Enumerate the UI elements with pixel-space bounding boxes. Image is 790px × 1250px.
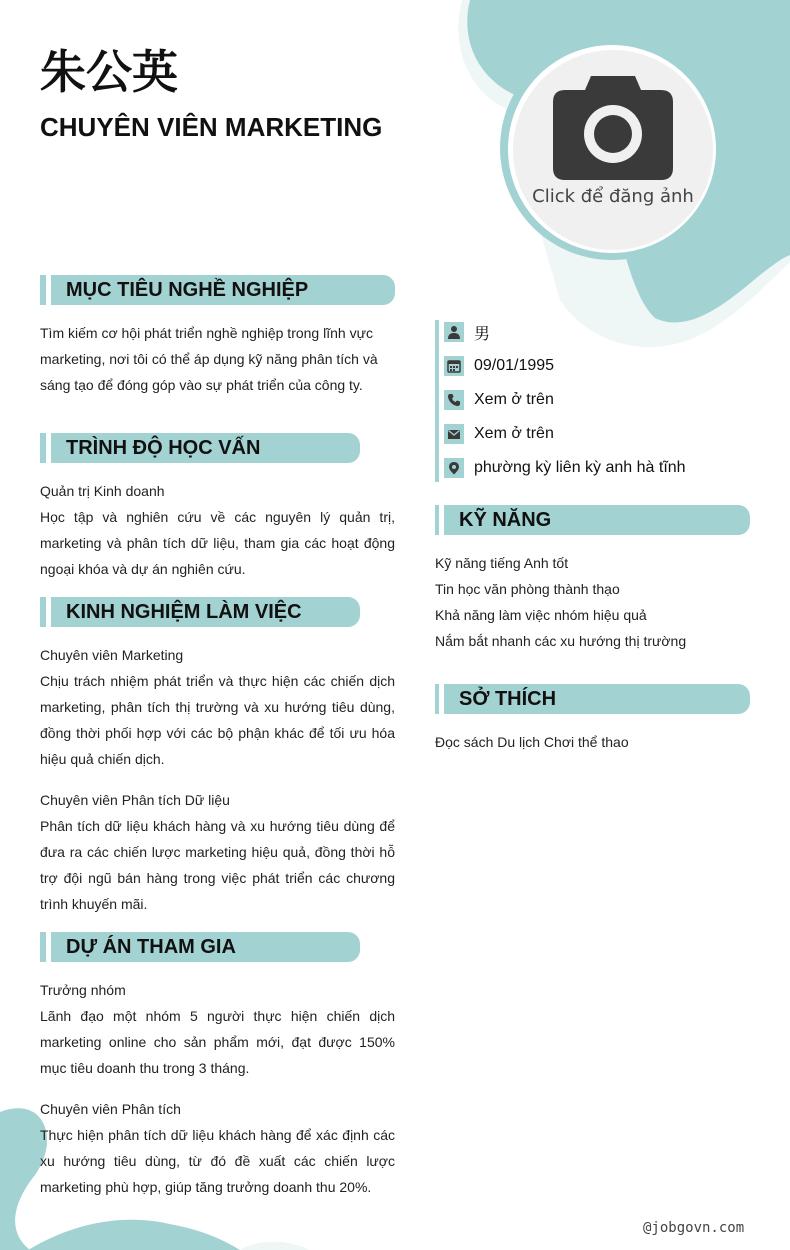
gender-value: 男 — [474, 323, 491, 343]
section-bar — [40, 275, 46, 305]
photo-upload-button[interactable] — [513, 50, 713, 250]
section-bar — [435, 505, 439, 535]
mail-icon — [444, 424, 464, 444]
section-bar — [435, 684, 439, 714]
section-bar — [40, 433, 46, 463]
education-text: Học tập và nghiên cứu về các nguyên lý quản trị, marketing và phân tích dữ liệu, tham gia các hoạt động ngoại khóa và dự án nghiên cứu. — [40, 509, 395, 577]
photo-upload-label: Click để đăng ảnh — [532, 186, 694, 207]
project-text: Thực hiện phân tích dữ liệu khách hàng để xác định các xu hướng tiêu dùng, từ đó đề xuất các chiến lược marketing phù hợp, giúp tăng trưởng doanh thu 20%. — [40, 1127, 395, 1195]
calendar-icon — [444, 356, 464, 376]
experience-title: Chuyên viên Marketing — [40, 647, 184, 663]
experience-title: Chuyên viên Phân tích Dữ liệu — [40, 792, 230, 808]
section-objective — [40, 275, 395, 305]
section-heading: KỸ NĂNG — [444, 505, 750, 535]
section-experience — [40, 597, 360, 627]
section-bar — [40, 932, 46, 962]
location-pin-icon — [444, 458, 464, 478]
skill-item: Tin học văn phòng thành thạo — [435, 581, 620, 597]
section-heading: KINH NGHIỆM LÀM VIỆC — [51, 597, 360, 627]
project-title: Chuyên viên Phân tích — [40, 1101, 181, 1117]
section-education — [40, 433, 360, 463]
job-title: CHUYÊN VIÊN MARKETING — [40, 112, 383, 142]
project-title: Trưởng nhóm — [40, 982, 126, 998]
section-heading: TRÌNH ĐỘ HỌC VẤN — [51, 433, 360, 463]
hobbies-text: Đọc sách Du lịch Chơi thể thao — [435, 734, 629, 750]
address-value: phường kỳ liên kỳ anh hà tĩnh — [474, 459, 686, 476]
section-heading: SỞ THÍCH — [444, 684, 750, 714]
section-projects — [40, 932, 360, 962]
camera-icon — [553, 76, 673, 180]
person-icon — [444, 322, 464, 342]
email-value: Xem ở trên — [474, 425, 554, 442]
section-hobbies — [435, 684, 750, 714]
phone-icon — [444, 390, 464, 410]
experience-text: Chịu trách nhiệm phát triển và thực hiện các chiến dịch marketing, phân tích thị trường và xu hướng tiêu dùng, đồng thời phối hợp với các bộ phận khác để tối ưu hóa hiệu quả chiến dịch. — [40, 673, 395, 767]
project-text: Lãnh đạo một nhóm 5 người thực hiện chiến dịch marketing online cho sản phẩm mới, đạt được 150% mục tiêu doanh thu trong 3 tháng. — [40, 1008, 395, 1076]
footer-watermark: @jobgovn.com — [643, 1220, 745, 1236]
birthday-value: 09/01/1995 — [474, 357, 555, 374]
info-phone — [444, 388, 554, 412]
info-bar — [435, 320, 439, 482]
info-email — [444, 422, 554, 446]
phone-value: Xem ở trên — [474, 391, 554, 408]
section-skills — [435, 505, 750, 535]
section-heading: DỰ ÁN THAM GIA — [51, 932, 360, 962]
skill-item: Nắm bắt nhanh các xu hướng thị trường — [435, 633, 687, 649]
section-heading: MỤC TIÊU NGHỀ NGHIỆP — [51, 275, 395, 305]
candidate-name: 朱公英 — [40, 45, 178, 99]
info-birthday — [444, 354, 554, 378]
education-title: Quản trị Kinh doanh — [40, 483, 165, 499]
experience-text: Phân tích dữ liệu khách hàng và xu hướng tiêu dùng để đưa ra các chiến lược marketing hiệu quả, đồng thời hỗ trợ đội ngũ bán hàng trong việc phát triển các chương trình khuyến mãi. — [40, 818, 395, 912]
skill-item: Khả năng làm việc nhóm hiệu quả — [435, 607, 647, 623]
info-gender — [444, 320, 490, 344]
info-address — [444, 456, 686, 480]
objective-text: Tìm kiếm cơ hội phát triển nghề nghiệp trong lĩnh vực marketing, nơi tôi có thể áp dụng kỹ năng phân tích và sáng tạo để đóng góp vào sự phát triển của công ty. — [40, 325, 378, 393]
section-bar — [40, 597, 46, 627]
skill-item: Kỹ năng tiếng Anh tốt — [435, 555, 569, 571]
